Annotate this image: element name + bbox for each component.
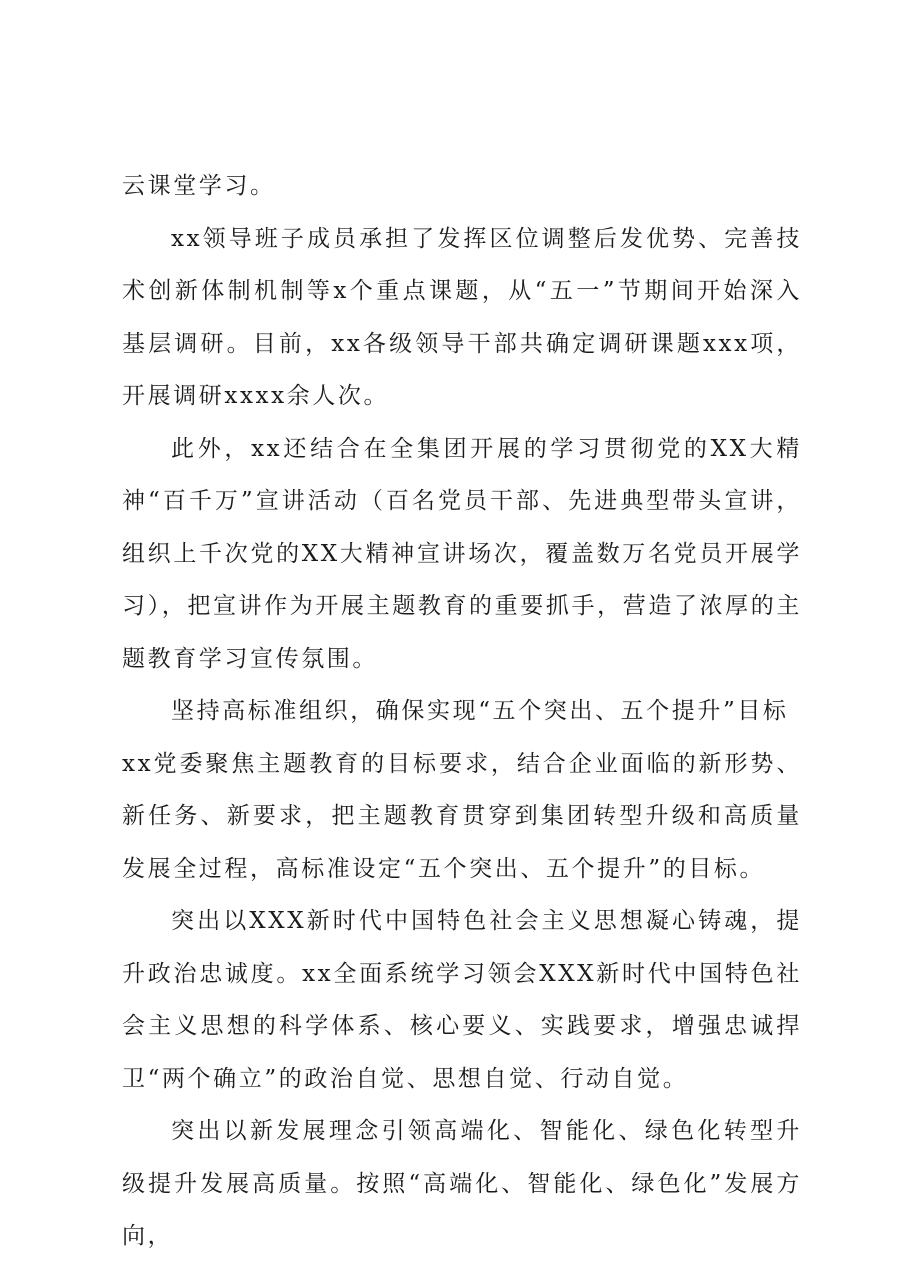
- paragraph-3: 此外，xx还结合在全集团开展的学习贯彻党的XX大精神“百千万”宣讲活动（百名党员干部、先进典型带头宣讲，组织上千次党的XX大精神宣讲场次，覆盖数万名党员开展学习），把宣讲作为开展主题教育的重要抓手，营造了浓厚的主题教育学习宣传氛围。: [122, 435, 802, 672]
- paragraph-2: xx领导班子成员承担了发挥区位调整后发优势、完善技术创新体制机制等x个重点课题，从“五一”节期间开始深入基层调研。目前，xx各级领导干部共确定调研课题xxx项，开展调研xxxx余人次。: [122, 225, 802, 409]
- paragraph-4-heading: 坚持高标准组织，确保实现“五个突出、五个提升”目标: [171, 698, 789, 724]
- paragraph-7: 突出以新发展理念引领高端化、智能化、绿色化转型升级提升发展高质量。按照“高端化、智能化、绿色化”发展方向，: [122, 1118, 802, 1249]
- paragraph-6: 突出以XXX新时代中国特色社会主义思想凝心铸魂，提升政治忠诚度。xx全面系统学习领会XXX新时代中国特色社会主义思想的科学体系、核心要义、实践要求，增强忠诚捍卫“两个确立”的政治自觉、思想自觉、行动自觉。: [122, 908, 802, 1092]
- paragraph-5: xx党委聚焦主题教育的目标要求，结合企业面临的新形势、新任务、新要求，把主题教育贯穿到集团转型升级和高质量发展全过程，高标准设定“五个突出、五个提升”的目标。: [122, 750, 802, 882]
- document-body: [122, 160, 802, 1263]
- paragraph-1: 云课堂学习。: [122, 173, 276, 199]
